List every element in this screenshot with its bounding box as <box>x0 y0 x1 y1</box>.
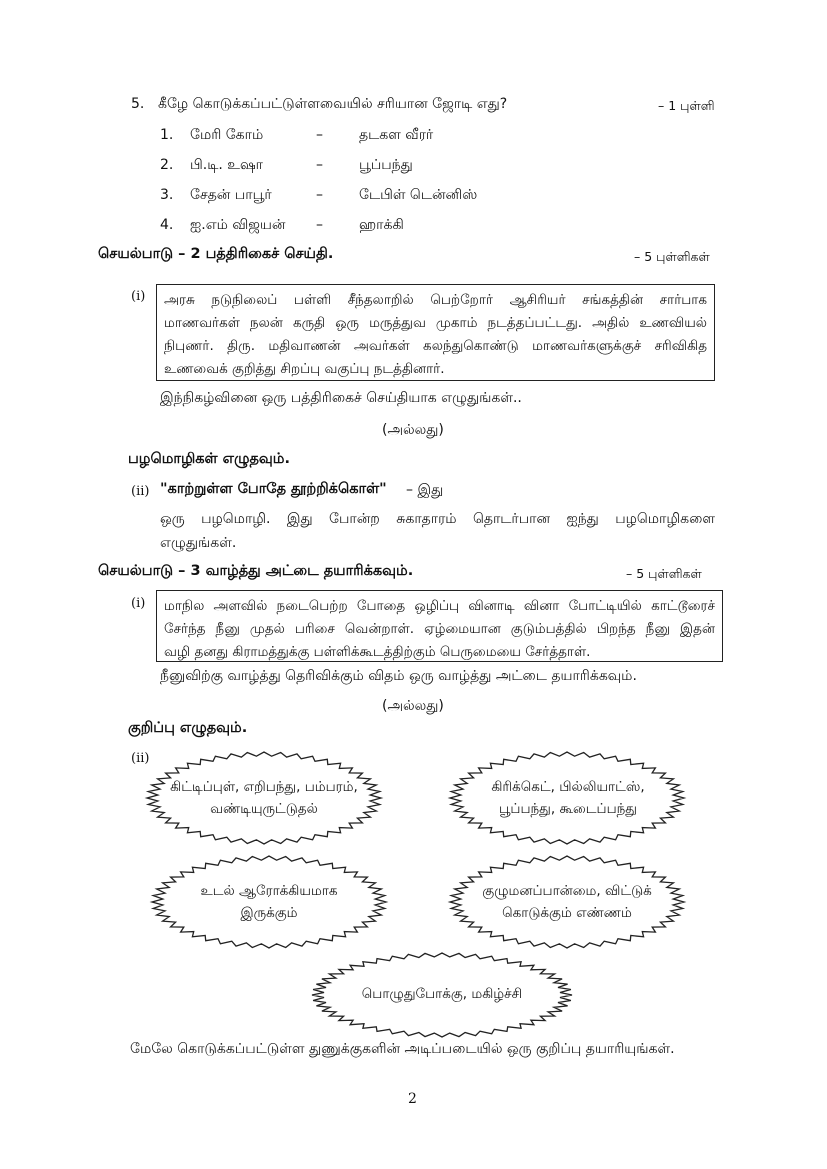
option-dash: – <box>316 217 323 233</box>
final-instruction: மேலே கொடுக்கப்பட்டுள்ள துணுக்குகளின் அடிப்படையில் ஒரு குறிப்பு தயாரியுங்கள். <box>130 1041 675 1057</box>
activity3-part2-label: (ii) <box>131 751 150 766</box>
proverb-line3: எழுதுங்கள். <box>160 535 237 551</box>
activity2-part1-label: (i) <box>131 289 146 304</box>
proverb-line2: ஒரு பழமொழி. இது போன்ற சுகாதாரம் தொடர்பான ஐந்து பழமொழிகளை <box>160 511 715 527</box>
page-number: 2 <box>408 1091 417 1107</box>
note-heading: குறிப்பு எழுதவும். <box>128 720 248 736</box>
bubble-line: உடல் ஆரோக்கியமாக <box>200 883 338 899</box>
option-right: டேபிள் டென்னிஸ் <box>359 187 478 203</box>
bubble-4 <box>342 983 542 1005</box>
activity3-instruction: நீனுவிற்கு வாழ்த்து தெரிவிக்கும் விதம் ஒரு வாழ்த்து அட்டை தயாரிக்கவும். <box>160 668 637 684</box>
passage-line: நிபுணர். திரு. மதிவாணன் அவர்கள் கலந்துகொண்டு மாணவர்களுக்குச் சரிவிகித <box>164 338 707 354</box>
option-right: ஹாக்கி <box>359 217 404 233</box>
activity3-marks: – 5 புள்ளிகள் <box>626 566 702 581</box>
bubble-line: பொழுதுபோக்கு, மகிழ்ச்சி <box>361 986 523 1002</box>
activity2-part2-label: (ii) <box>131 484 150 499</box>
option-left: பி.டி. உஷா <box>190 157 263 173</box>
bubble-line: கொடுக்கும் எண்ணம் <box>502 905 632 921</box>
bubble-0 <box>164 776 364 820</box>
option-number: 1. <box>160 127 174 143</box>
bubble-2 <box>169 880 369 924</box>
option-right: பூப்பந்து <box>359 157 413 173</box>
bubble-line: வண்டியுருட்டுதல் <box>210 801 318 817</box>
activity2-or: (அல்லது) <box>382 422 444 438</box>
proverb-suffix: – இது <box>406 482 444 498</box>
passage-line: உணவைக் குறித்து சிறப்பு வகுப்பு நடத்தினார். <box>164 361 445 377</box>
q5-marks: – 1 புள்ளி <box>658 98 715 113</box>
passage-line: சேர்ந்த நீனு முதல் பரிசை வென்றாள். ஏழ்மையான குடும்பத்தில் பிறந்த நீனு இதன் <box>164 621 715 637</box>
activity2-title: செயல்பாடு – 2 பத்திரிகைச் செய்தி. <box>98 246 334 262</box>
bubble-line: பூப்பந்து, கூடைப்பந்து <box>499 801 637 817</box>
activity3-part1-label: (i) <box>131 596 146 611</box>
option-left: மேரி கோம் <box>190 127 264 143</box>
bubble-1 <box>468 776 668 820</box>
passage-line: அரசு நடுநிலைப் பள்ளி சீந்தலாறில் பெற்றோர் ஆசிரியர் சங்கத்தின் சார்பாக <box>164 292 707 308</box>
activity2-marks: – 5 புள்ளிகள் <box>634 249 710 264</box>
bubble-line: கிரிக்கெட், பில்லியாட்ஸ், <box>491 779 645 795</box>
option-dash: – <box>316 157 323 173</box>
option-number: 2. <box>160 157 174 173</box>
bubble-line: கிட்டிப்புள், எறிபந்து, பம்பரம், <box>170 779 358 795</box>
passage-line: மாணவர்கள் நலன் கருதி ஒரு மருத்துவ முகாம் நடத்தப்பட்டது. அதில் உணவியல் <box>164 315 707 331</box>
option-left: சேதன் பாபூர் <box>190 187 272 203</box>
proverb-quote: "காற்றுள்ள போதே தூற்றிக்கொள்" <box>160 481 387 497</box>
option-right: தடகள வீரர் <box>359 127 434 143</box>
activity3-title: செயல்பாடு – 3 வாழ்த்து அட்டை தயாரிக்கவும். <box>98 563 414 579</box>
activity2-instruction: இந்நிகழ்வினை ஒரு பத்திரிகைச் செய்தியாக எழுதுங்கள்.. <box>160 390 522 406</box>
proverb-heading: பழமொழிகள் எழுதவும். <box>128 451 290 467</box>
activity3-or: (அல்லது) <box>382 698 444 714</box>
option-number: 3. <box>160 187 174 203</box>
q5-number: 5. <box>131 96 145 112</box>
bubble-line: இருக்கும் <box>240 905 298 921</box>
q5-question: கீழே கொடுக்கப்பட்டுள்ளவையில் சரியான ஜோடி எது? <box>158 96 508 112</box>
bubble-line: குழுமனப்பான்மை, விட்டுக் <box>482 883 652 899</box>
bubble-3 <box>467 880 667 924</box>
option-number: 4. <box>160 217 174 233</box>
option-dash: – <box>316 127 323 143</box>
passage-line: மாநில அளவில் நடைபெற்ற போதை ஒழிப்பு வினாடி வினா போட்டியில் காட்டூரைச் <box>164 598 715 614</box>
option-left: ஐ.எம் விஜயன் <box>190 217 286 233</box>
option-dash: – <box>316 187 323 203</box>
passage-line: வழி தனது கிராமத்துக்கு பள்ளிக்கூடத்திற்கும் பெருமையை சேர்த்தாள். <box>164 644 591 660</box>
